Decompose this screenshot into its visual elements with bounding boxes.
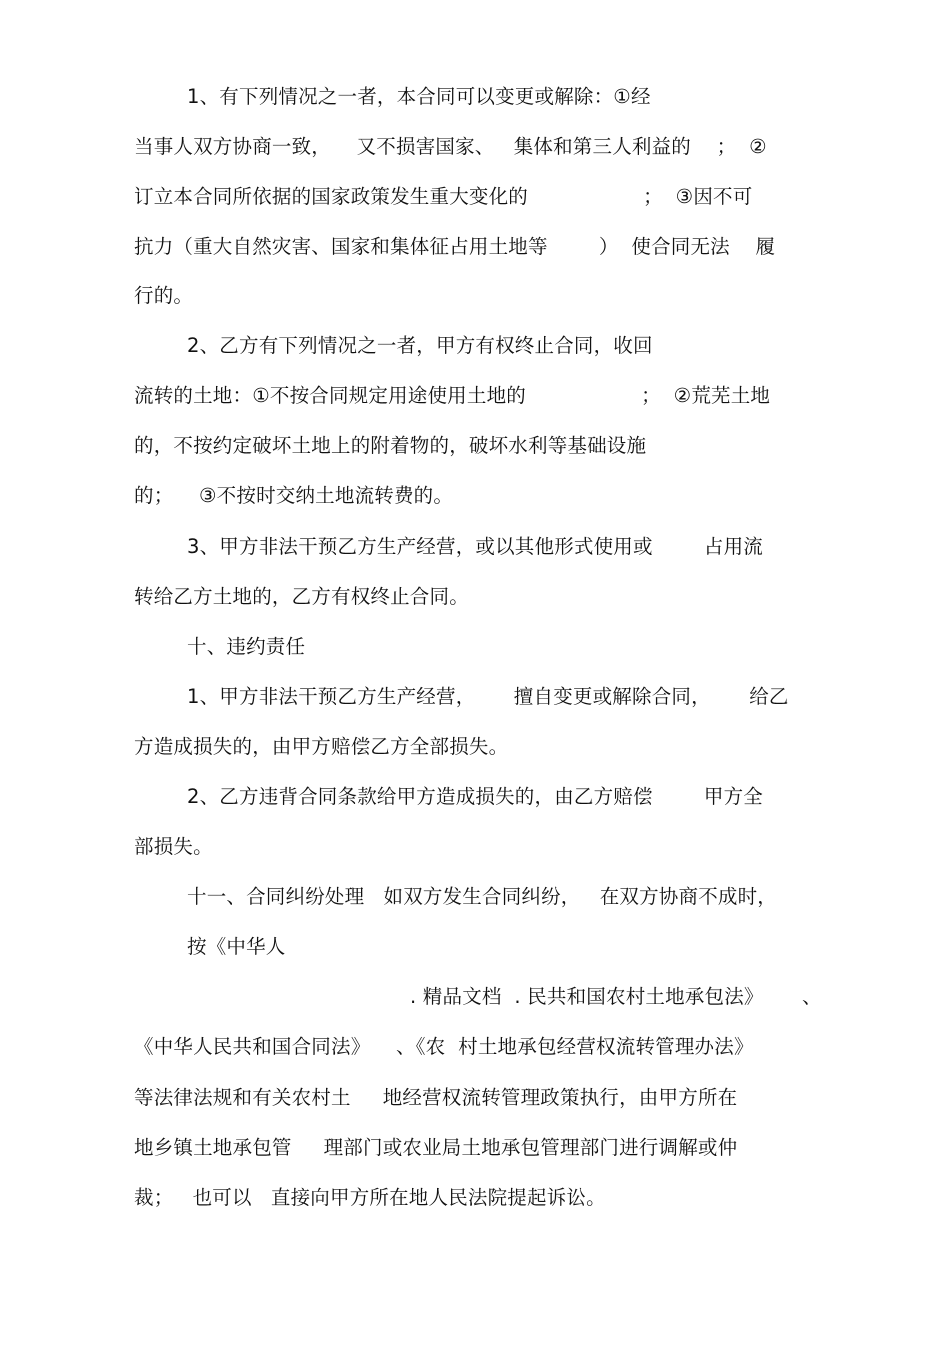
text-line: 《中华人民共和国合同法》 、《农 村土地承包经营权流转管理办法》 [134,1035,754,1058]
text-line: 的，不按约定破坏土地上的附着物的，破坏水利等基础设施 [134,434,647,457]
section-heading: 十一、合同纠纷处理 如双方发生合同纠纷， 在双方协商不成时， [187,885,777,908]
text-line: 的； ③不按时交纳土地流转费的。 [134,484,454,507]
text-line: 2、乙方违背合同条款给甲方造成损失的，由乙方赔偿 甲方全 [187,785,763,808]
text-line: 3、甲方非法干预乙方生产经营，或以其他形式使用或 占用流 [187,535,763,558]
text-line: 地乡镇土地承包管 理部门或农业局土地承包管理部门进行调解或仲 [134,1136,738,1159]
text-line: 订立本合同所依据的国家政策发生重大变化的 ； ③因不可 [134,185,753,208]
text-line: 1、有下列情况之一者，本合同可以变更或解除：①经 [187,85,651,108]
text-line: 按《中华人 [187,935,286,958]
text-line: 行的。 [134,284,194,307]
text-line: 1、甲方非法干预乙方生产经营， 擅自变更或解除合同， 给乙 [187,685,789,708]
text-line: 流转的土地：①不按合同规定用途使用土地的 ； ②荒芜土地 [134,384,771,407]
section-heading: 十、违约责任 [187,635,306,658]
text-line: 抗力（重大自然灾害、国家和集体征占用土地等 ） 使合同无法 履 [134,235,776,258]
text-line: 裁； 也可以 直接向甲方所在地人民法院提起诉讼。 [134,1186,606,1209]
text-line: 方造成损失的，由甲方赔偿乙方全部损失。 [134,735,509,758]
text-line: . 精品文档 . 民共和国农村土地承包法》 、 [410,985,822,1008]
text-line: 转给乙方土地的，乙方有权终止合同。 [134,585,469,608]
text-line: 当事人双方协商一致， 又不损害国家、 集体和第三人利益的 ； ② [134,135,767,158]
text-line: 2、乙方有下列情况之一者，甲方有权终止合同，收回 [187,334,653,357]
text-line: 等法律法规和有关农村土 地经营权流转管理政策执行，由甲方所在 [134,1086,738,1109]
text-line: 部损失。 [134,835,213,858]
